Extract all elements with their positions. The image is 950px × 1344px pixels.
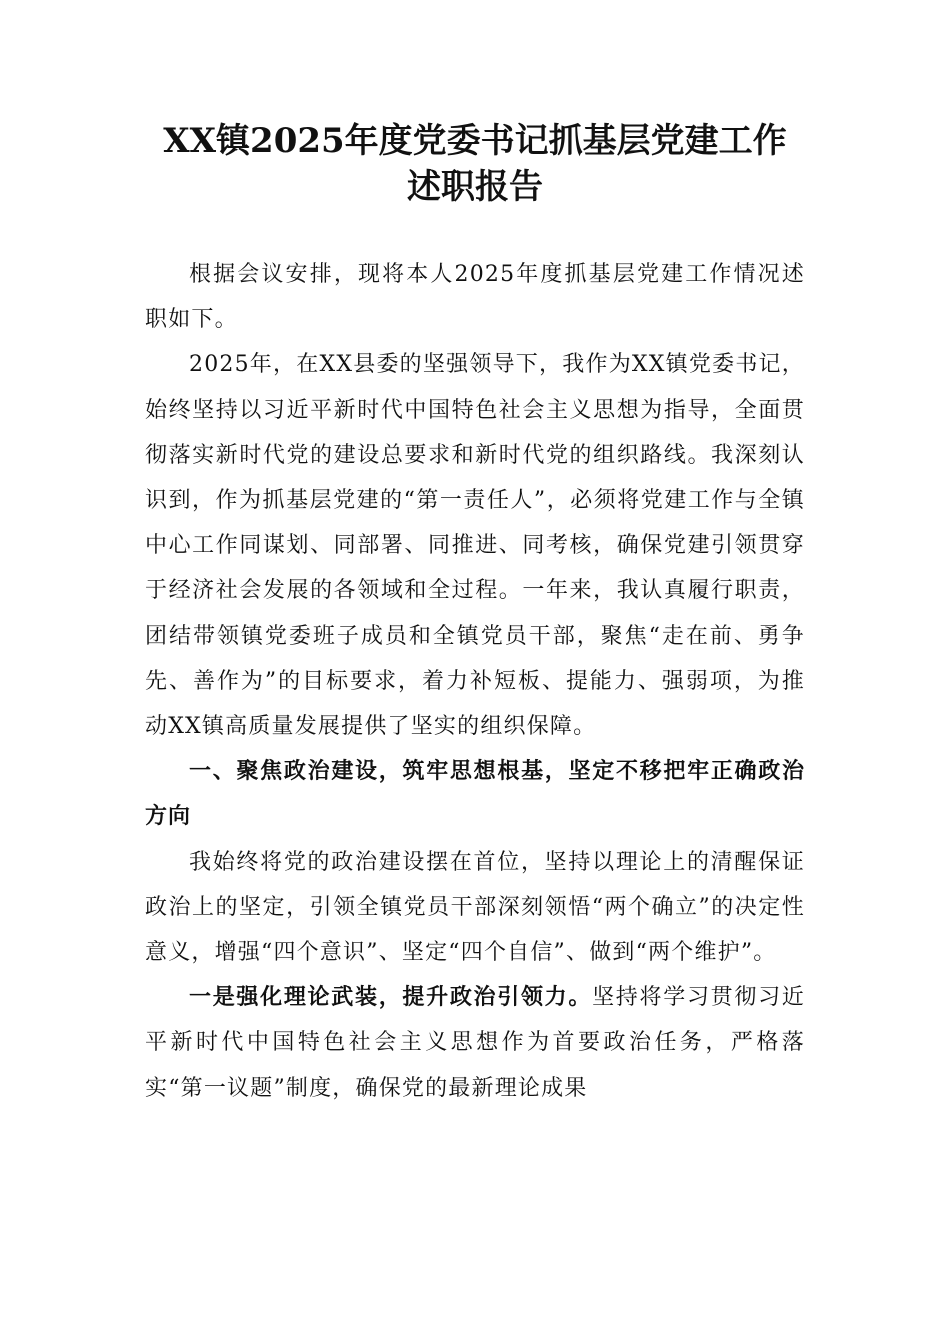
- paragraph-theory: [145, 975, 805, 1111]
- section-heading-1: 一、聚焦政治建设，筑牢思想根基，坚定不移把牢正确政治方向: [145, 759, 805, 830]
- document-body: [145, 252, 805, 1111]
- title-line-2: 述职报告: [407, 167, 543, 207]
- paragraph-political: 我始终将党的政治建设摆在首位，坚持以理论上的清醒保证政治上的坚定，引领全镇党员干部深刻领悟“两个确立”的决定性意义，增强“四个意识”、坚定“四个自信”、做到“两个维护”。: [145, 849, 805, 966]
- paragraph-lead: 一是强化理论武装，提升政治引领力。: [189, 985, 593, 1011]
- paragraph-overview: 2025年，在XX县委的坚强领导下，我作为XX镇党委书记，始终坚持以习近平新时代中国特色社会主义思想为指导，全面贯彻落实新时代党的建设总要求和新时代党的组织路线。我深刻认识到，作为抓基层党建的“第一责任人”，必须将党建工作与全镇中心工作同谋划、同部署、同推进、同考核，确保党建引领贯穿于经济社会发展的各领域和全过程。一年来，我认真履行职责，团结带领镇党委班子成员和全镇党员干部，聚焦“走在前、勇争先、善作为”的目标要求，着力补短板、提能力、强弱项，为推动XX镇高质量发展提供了坚实的组织保障。: [145, 352, 805, 740]
- paragraph-rest: 坚持将学习贯彻习近平新时代中国特色社会主义思想作为首要政治任务，严格落实“第一议题”制度，确保党的最新理论成果: [145, 985, 805, 1101]
- paragraph-intro: 根据会议安排，现将本人2025年度抓基层党建工作情况述职如下。: [145, 262, 805, 333]
- document-title: [120, 118, 830, 210]
- title-line-1: XX镇2025年度党委书记抓基层党建工作: [163, 121, 787, 161]
